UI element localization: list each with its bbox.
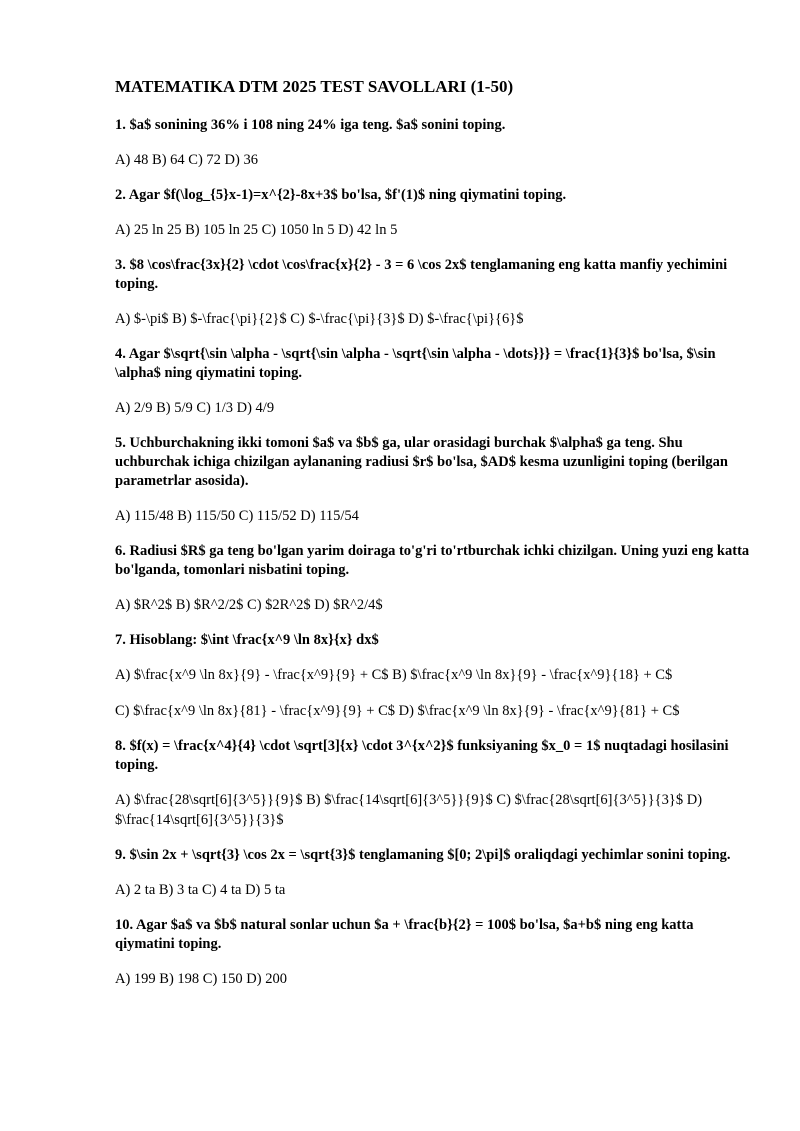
answer-options: A) 2/9 B) 5/9 C) 1/3 D) 4/9 [115,400,275,416]
answer-options: C) $\frac{x^9 \ln 8x}{81} - \frac{x^9}{9} + C$ D) $\frac{x^9 \ln 8x}{9} - \frac{x^9}{81} + C$ [115,703,680,719]
answer-options: A) $\frac{x^9 \ln 8x}{9} - \frac{x^9}{9} + C$ B) $\frac{x^9 \ln 8x}{9} - \frac{x^9}{18} + C$ [115,667,673,683]
question-3 [115,256,755,329]
question-2 [115,186,755,240]
question-text: 4. Agar $\sqrt{\sin \alpha - \sqrt{\sin \alpha - \sqrt{\sin \alpha - \dots}}} = \frac{1}{3}$ bo'lsa, $\sin \alpha$ ning qiymatini toping. [115,346,716,381]
question-text: 9. $\sin 2x + \sqrt{3} \cos 2x = \sqrt{3}$ tenglamaning $[0; 2\pi]$ oraliqdagi yechimlar sonini toping. [115,847,731,863]
question-text: 2. Agar $f(\log_{5}x-1)=x^{2}-8x+3$ bo'lsa, $f'(1)$ ning qiymatini toping. [115,187,567,203]
document-title: MATEMATIKA DTM 2025 TEST SAVOLLARI (1-50) [115,77,514,96]
question-9 [115,846,755,900]
answer-options: A) $\frac{28\sqrt[6]{3^5}}{9}$ B) $\frac{14\sqrt[6]{3^5}}{9}$ C) $\frac{28\sqrt[6]{3^5}}{3}$ D) $\frac{14\sqrt[6]{3^5}}{3}$ [115,792,703,828]
question-7 [115,631,755,721]
question-text: 3. $8 \cos\frac{3x}{2} \cdot \cos\frac{x}{2} - 3 = 6 \cos 2x$ tenglamaning eng katta manfiy yechimini toping. [115,257,728,292]
answer-options: A) 199 B) 198 C) 150 D) 200 [115,971,287,987]
question-6 [115,542,755,615]
question-text: 8. $f(x) = \frac{x^4}{4} \cdot \sqrt[3]{x} \cdot 3^{x^2}$ funksiyaning $x_0 = 1$ nuqtadagi hosilasini toping. [115,738,729,773]
question-8 [115,737,755,830]
question-10 [115,916,755,989]
document-page [115,76,755,1005]
answer-options: A) $R^2$ B) $R^2/2$ C) $2R^2$ D) $R^2/4$ [115,597,383,613]
answer-options: A) 2 ta B) 3 ta C) 4 ta D) 5 ta [115,882,286,898]
question-text: 5. Uchburchakning ikki tomoni $a$ va $b$ ga, ular orasidagi burchak $\alpha$ ga teng. Shu uchburchak ichiga chizilgan aylananing radiusi $r$ bo'lsa, $AD$ kesma uzunligini toping (berilgan parametrlar asosida). [115,435,728,489]
question-text: 6. Radiusi $R$ ga teng bo'lgan yarim doiraga to'g'ri to'rtburchak ichki chizilgan. Uning yuzi eng katta bo'lganda, tomonlari nisbatini toping. [115,543,750,578]
answer-options: A) 115/48 B) 115/50 C) 115/52 D) 115/54 [115,508,359,524]
question-1 [115,116,755,170]
answer-options: A) 48 B) 64 C) 72 D) 36 [115,152,258,168]
question-text: 10. Agar $a$ va $b$ natural sonlar uchun $a + \frac{b}{2} = 100$ bo'lsa, $a+b$ ning eng katta qiymatini toping. [115,917,694,952]
question-text: 1. $a$ sonining 36% i 108 ning 24% iga teng. $a$ sonini toping. [115,117,506,133]
question-5 [115,434,755,526]
question-4 [115,345,755,418]
question-text: 7. Hisoblang: $\int \frac{x^9 \ln 8x}{x} dx$ [115,632,379,648]
answer-options: A) $-\pi$ B) $-\frac{\pi}{2}$ C) $-\frac{\pi}{3}$ D) $-\frac{\pi}{6}$ [115,311,524,327]
answer-options: A) 25 ln 25 B) 105 ln 25 C) 1050 ln 5 D) 42 ln 5 [115,222,398,238]
